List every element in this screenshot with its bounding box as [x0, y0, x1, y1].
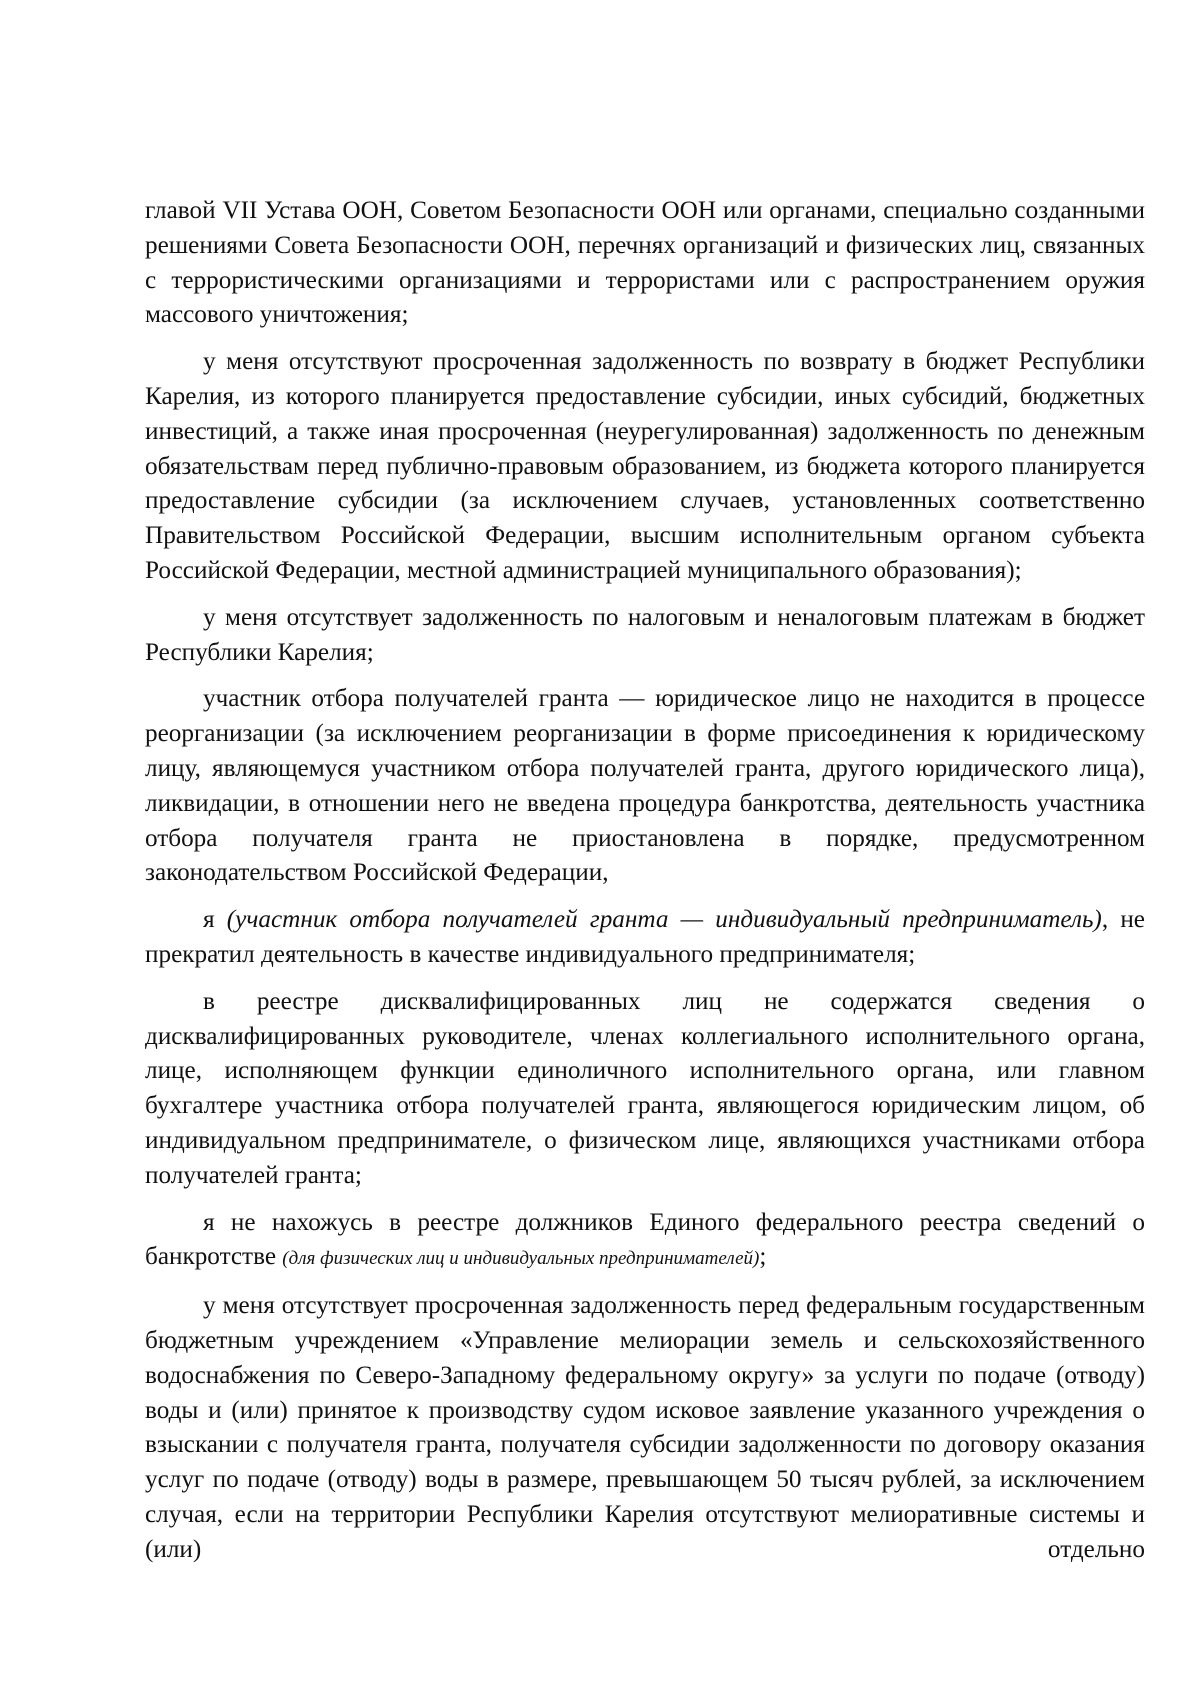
- paragraph-bankruptcy-italic-note: (для физических лиц и индивидуальных предпринимателей): [282, 1248, 760, 1270]
- paragraph-tax-arrears: у меня отсутствует задолженность по налоговым и неналоговым платежам в бюджет Республики Карелия;: [145, 603, 1145, 666]
- paragraph-entrepreneur-status: [145, 903, 1145, 973]
- paragraph-melioration-arrears: у меня отсутствует просроченная задолженность перед федеральным государственным бюджетным учреждением «Управление мелиорации земель и сельскохозяйственного водоснабжения по Северо-Западному федеральному округу» за услуги по подаче (отводу) воды и (или) принятое к производству судом исковое заявление указанного учреждения о взыскании с получателя гранта, получателя субсидии задолженности по договору оказания услуг по подаче (отводу) воды в размере, превышающем 50 тысяч рублей, за исключением случая, если на территории Республики Карелия отсутствуют мелиоративные системы и (или) отдельно: [145, 1292, 1145, 1563]
- paragraph-legal-entity-status: участник отбора получателей гранта — юридическое лицо не находится в процессе реорганизации (за исключением реорганизации в форме присоединения к юридическому лицу, являющемуся участником отбора получателей гранта, другого юридического лица), ликвидации, в отношении него не введена процедура банкротства, деятельность участника отбора получателя гранта не приостановлена в порядке, предусмотренном законодательством Российской Федерации,: [145, 685, 1145, 887]
- paragraph-bankruptcy-lead: я не нахожусь в реестре должников Единого федерального реестра сведений о банкротстве: [145, 1208, 1145, 1271]
- paragraph-budget-arrears: у меня отсутствуют просроченная задолженность по возврату в бюджет Республики Карелия, из которого планируется предоставление субсидии, иных субсидий, бюджетных инвестиций, а также иная просроченная (неурегулированная) задолженность по денежным обязательствам перед публично-правовым образованием, из бюджета которого планируется предоставление субсидии (за исключением случаев, установленных соответственно Правительством Российской Федерации, высшим исполнительным органом субъекта Российской Федерации, местной администрацией муниципального образования);: [145, 348, 1145, 584]
- paragraph-sanctions-lists: главой VII Устава ООН, Советом Безопасности ООН или органами, специально созданными решениями Совета Безопасности ООН, перечнях организаций и физических лиц, связанных с террористическими организациями и террористами или с распространением оружия массового уничтожения;: [145, 197, 1145, 329]
- paragraph-bankruptcy-registry: [145, 1206, 1145, 1278]
- paragraph-bankruptcy-tail: ;: [759, 1243, 767, 1271]
- document-page: [145, 194, 1145, 1579]
- paragraph-disqualified-registry: в реестре дисквалифицированных лиц не содержатся сведения о дисквалифицированных руководителе, членах коллегиального исполнительного органа, лице, исполняющем функции единоличного исполнительного органа, или главном бухгалтере участника отбора получателей гранта, являющегося юридическим лицом, об индивидуальном предпринимателе, о физическом лице, являющихся участниками отбора получателей гранта;: [145, 987, 1145, 1189]
- paragraph-entrepreneur-lead: я: [203, 906, 227, 934]
- paragraph-entrepreneur-tail: , не прекратил деятельность в качестве индивидуального предпринимателя;: [145, 906, 1145, 968]
- paragraph-entrepreneur-italic-note: (участник отбора получателей гранта — индивидуальный предприниматель): [226, 906, 1102, 934]
